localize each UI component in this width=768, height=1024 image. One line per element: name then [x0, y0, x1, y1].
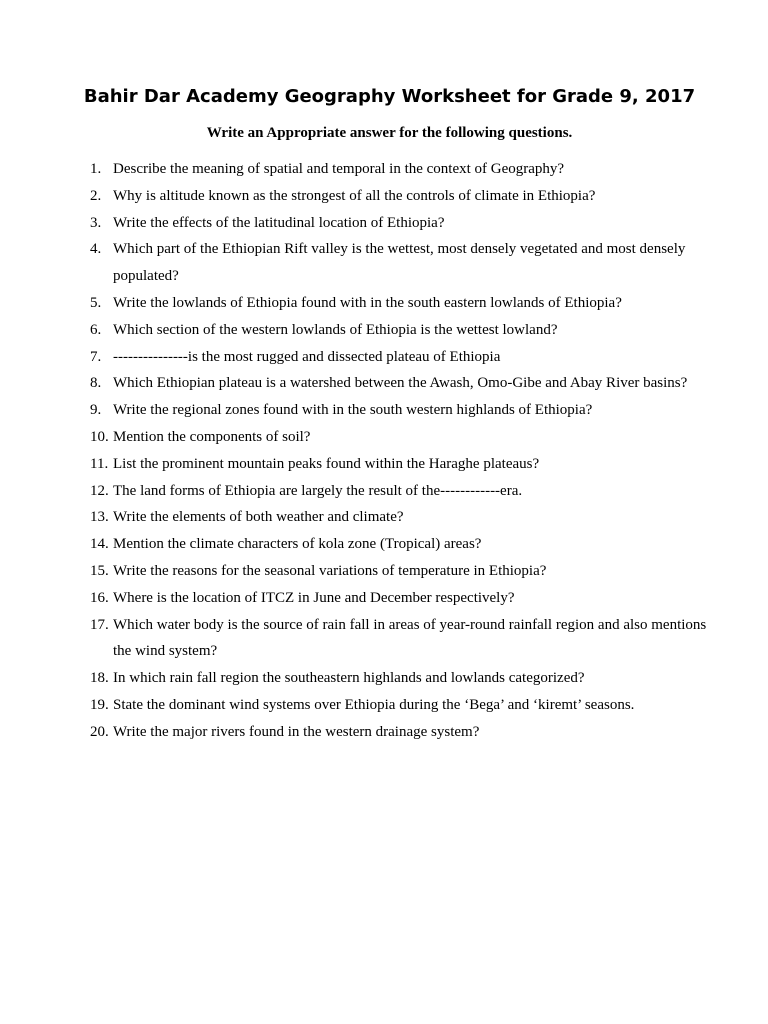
question-item	[90, 585, 720, 612]
question-item	[90, 531, 720, 558]
question-item	[90, 344, 720, 371]
question-item	[90, 183, 720, 210]
question-text: Which part of the Ethiopian Rift valley is the wettest, most densely vegetated and most densely populated?	[113, 241, 686, 285]
question-number: 2.	[90, 187, 102, 204]
question-item	[90, 451, 720, 478]
question-number: 1.	[90, 161, 102, 177]
question-number: 15.	[90, 562, 109, 579]
question-text: Write the lowlands of Ethiopia found with in the south eastern lowlands of Ethiopia?	[113, 294, 622, 311]
question-text: Mention the climate characters of kola zone (Tropical) areas?	[113, 536, 482, 553]
question-number: 17.	[90, 616, 109, 633]
question-item	[90, 424, 720, 451]
question-number: 20.	[90, 723, 109, 740]
question-number: 4.	[90, 241, 102, 258]
question-text: List the prominent mountain peaks found within the Haraghe plateaus?	[113, 455, 540, 472]
question-item	[90, 612, 720, 666]
question-item	[90, 397, 720, 424]
question-item	[90, 719, 720, 746]
question-item	[90, 504, 720, 531]
question-text: Write the reasons for the seasonal variations of temperature in Ethiopia?	[113, 562, 547, 579]
question-number: 12.	[90, 482, 109, 499]
question-text: In which rain fall region the southeastern highlands and lowlands categorized?	[113, 670, 585, 687]
question-text: Which Ethiopian plateau is a watershed between the Awash, Omo-Gibe and Abay River basins?	[113, 375, 688, 392]
question-number: 10.	[90, 428, 109, 445]
question-text: The land forms of Ethiopia are largely the result of the------------era.	[113, 482, 523, 499]
question-item	[90, 317, 720, 344]
question-number: 16.	[90, 589, 109, 606]
question-list	[90, 156, 720, 746]
worksheet-instructions: Write an Appropriate answer for the following questions.	[206, 125, 573, 141]
question-number: 11.	[90, 455, 109, 472]
question-number: 14.	[90, 536, 109, 553]
question-number: 5.	[90, 294, 102, 311]
question-number: 9.	[90, 402, 102, 419]
question-text: Which water body is the source of rain fall in areas of year-round rainfall region and also mentions the wind system?	[113, 616, 707, 660]
question-item	[90, 558, 720, 585]
question-number: 6.	[90, 321, 102, 338]
question-text: Mention the components of soil?	[113, 428, 311, 445]
question-number: 19.	[90, 696, 109, 713]
question-text: Write the regional zones found with in the south western highlands of Ethiopia?	[113, 402, 593, 419]
worksheet-title: Bahir Dar Academy Geography Worksheet for Grade 9, 2017	[83, 86, 696, 107]
question-item	[90, 156, 720, 183]
question-text: Where is the location of ITCZ in June and December respectively?	[113, 589, 515, 606]
question-item	[90, 665, 720, 692]
question-text: Describe the meaning of spatial and temporal in the context of Geography?	[113, 161, 565, 177]
question-text: Write the major rivers found in the western drainage system?	[113, 723, 480, 740]
question-item	[90, 478, 720, 505]
question-item	[90, 290, 720, 317]
question-item	[90, 236, 720, 290]
question-text: Which section of the western lowlands of Ethiopia is the wettest lowland?	[113, 321, 558, 338]
question-text: ---------------is the most rugged and dissected plateau of Ethiopia	[113, 348, 501, 365]
question-text: State the dominant wind systems over Ethiopia during the ‘Bega’ and ‘kiremt’ seasons.	[113, 696, 635, 713]
question-text: Write the effects of the latitudinal location of Ethiopia?	[113, 214, 445, 231]
question-text: Write the elements of both weather and climate?	[113, 509, 404, 526]
question-number: 13.	[90, 509, 109, 526]
question-text: Why is altitude known as the strongest of all the controls of climate in Ethiopia?	[113, 187, 596, 204]
question-item	[90, 692, 720, 719]
question-number: 8.	[90, 375, 102, 392]
question-item	[90, 210, 720, 237]
question-item	[90, 370, 720, 397]
question-number: 3.	[90, 214, 102, 231]
question-number: 7.	[90, 348, 102, 365]
question-number: 18.	[90, 670, 109, 687]
